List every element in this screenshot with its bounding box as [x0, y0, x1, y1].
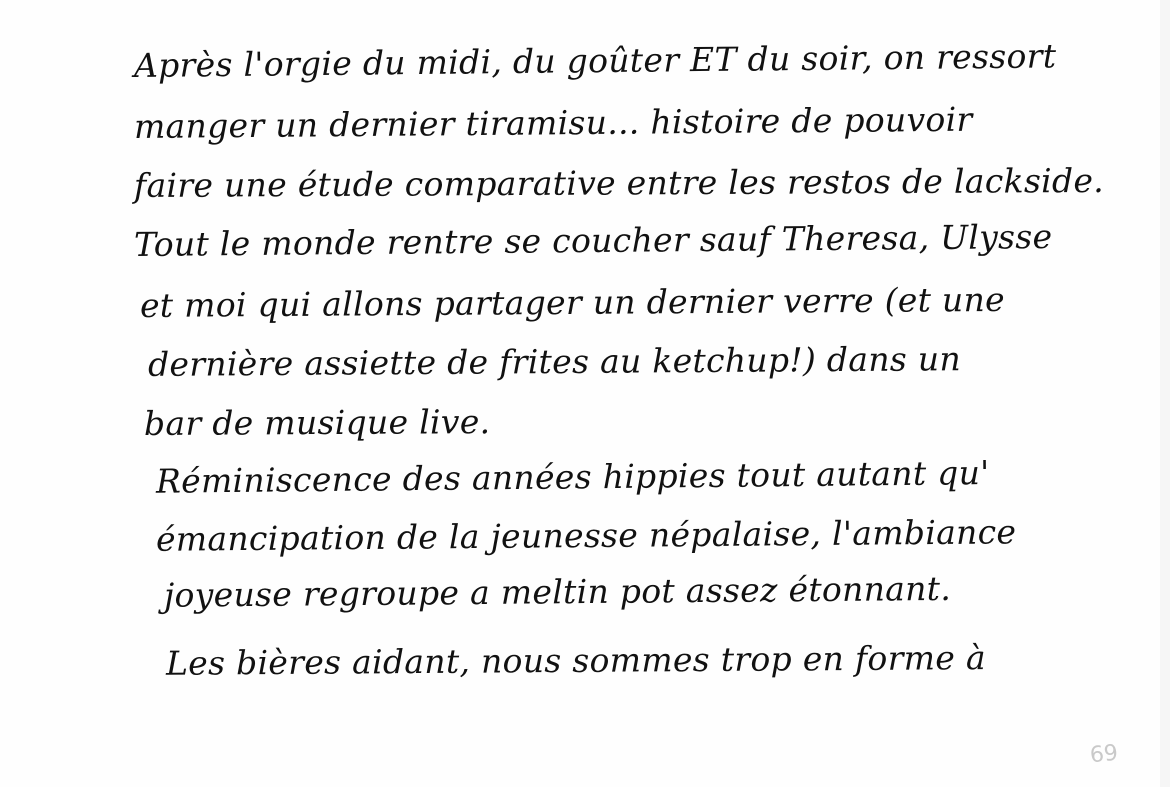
page-number: 69 [1088, 740, 1120, 769]
text-line-6: dernière assiette de frites au ketchup!) dans un [147, 339, 962, 384]
text-line-4: Tout le monde rentre se coucher sauf Theresa, Ulysse [133, 216, 1053, 264]
text-line-5: et moi qui allons partager un dernier verre (et une [139, 279, 1006, 325]
handwritten-text-block [133, 36, 1105, 684]
scan-edge [1160, 0, 1170, 787]
text-line-8: Réminiscence des années hippies tout autant qu' [155, 453, 990, 501]
text-line-9: émancipation de la jeunesse népalaise, l'ambiance [155, 512, 1017, 559]
text-line-7: bar de musique live. [143, 402, 491, 443]
text-line-1: Après l'orgie du midi, du goûter ET du soir, on ressort [133, 36, 1057, 85]
text-line-11: Les bières aidant, nous sommes trop en forme à [165, 638, 987, 683]
text-line-2: manger un dernier tiramisu... histoire de pouvoir [133, 99, 973, 146]
text-line-10: joyeuse regroupe a meltin pot assez étonnant. [163, 568, 952, 615]
text-line-3: faire une étude comparative entre les restos de lackside. [133, 160, 1105, 205]
